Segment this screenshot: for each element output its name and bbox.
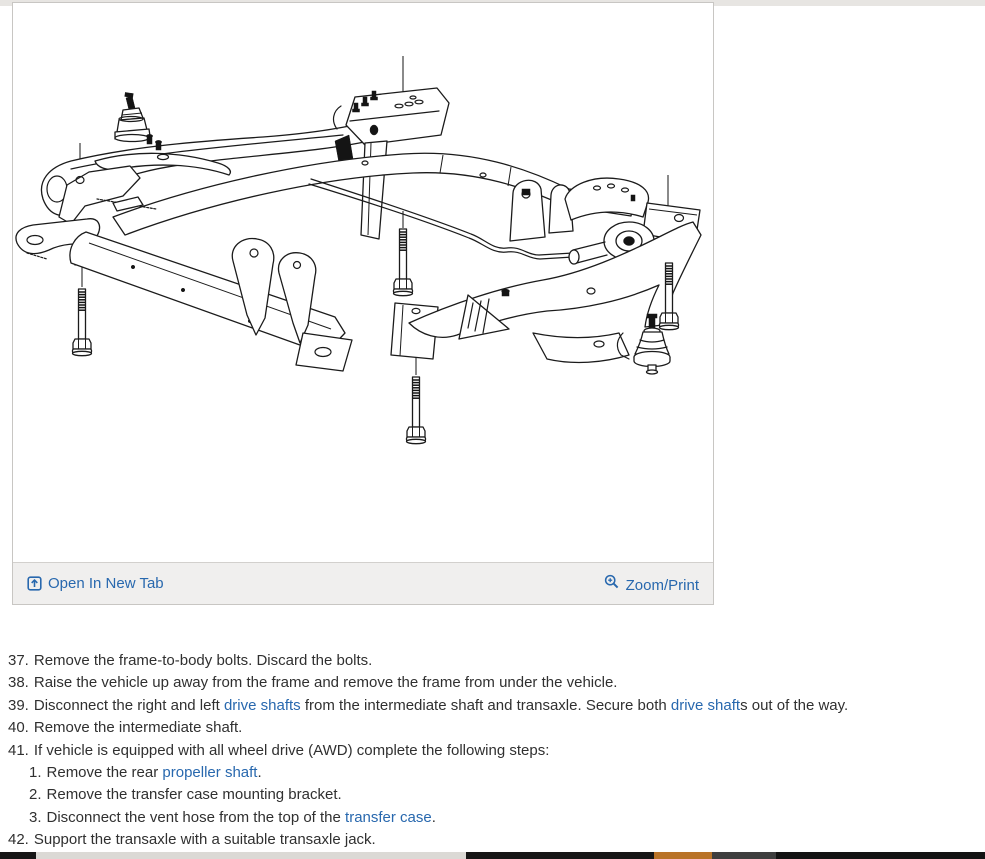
diagram-viewport <box>13 3 713 562</box>
step-text: If vehicle is equipped with all wheel drive (AWD) complete the following steps: <box>33 741 550 759</box>
step-text: Remove the frame-to-body bolts. Discard the bolts. <box>33 652 373 669</box>
open-in-new-tab-icon <box>27 576 42 591</box>
substep-number: 2. <box>29 786 42 804</box>
step-text: Raise the vehicle up away from the frame and remove the frame from under the vehicle. <box>33 674 618 692</box>
substep-number: 1. <box>29 764 42 782</box>
bottom-bar-segment <box>466 852 654 859</box>
step-item <box>8 717 978 739</box>
zoom-print-link[interactable] <box>604 574 699 594</box>
step-text: . <box>257 764 262 782</box>
lower-control-arm <box>409 222 701 337</box>
step-number: 42. <box>8 831 29 849</box>
inline-link[interactable]: drive shafts <box>223 696 301 714</box>
bottom-bar-segment <box>712 852 776 859</box>
substep-number: 3. <box>29 808 42 826</box>
step-text: Disconnect the vent hose from the top of the <box>46 808 346 826</box>
bottom-edge-bar <box>0 852 985 859</box>
substep-item <box>29 762 978 784</box>
step-item <box>8 672 978 694</box>
engine-mount-pad <box>565 178 649 220</box>
zoom-print-icon <box>604 574 620 591</box>
substep-item <box>29 784 978 806</box>
step-item <box>8 740 978 762</box>
step-text: Remove the intermediate shaft. <box>33 719 243 737</box>
step-text: from the intermediate shaft and transaxle. Secure both <box>300 696 671 714</box>
open-in-new-tab-link[interactable] <box>27 575 164 592</box>
bolt-left <box>73 289 92 356</box>
ball-joint-upper-left <box>115 92 162 150</box>
step-number: 37. <box>8 652 29 669</box>
instruction-steps <box>8 650 978 852</box>
inline-link[interactable]: propeller shaft <box>162 764 258 782</box>
step-item <box>8 695 978 717</box>
bolt-center-lower <box>407 377 426 444</box>
step-text: Remove the rear <box>46 764 163 782</box>
inline-link[interactable]: drive shaft <box>670 696 741 714</box>
substep-item <box>29 807 978 829</box>
bottom-bar-segment <box>654 852 712 859</box>
step-text: Support the transaxle with a suitable transaxle jack. <box>33 831 376 849</box>
bottom-bar-segment <box>0 852 36 859</box>
repair-illustration-panel <box>12 2 714 605</box>
bottom-bar-segment <box>36 852 466 859</box>
step-number: 41. <box>8 741 29 759</box>
step-text: s out of the way. <box>740 696 849 714</box>
bolt-center-upper <box>394 229 413 296</box>
step-number: 38. <box>8 674 29 692</box>
zoom-print-label: Zoom/Print <box>625 576 699 594</box>
step-item <box>8 829 978 851</box>
step-text: Remove the transfer case mounting bracket. <box>46 786 342 804</box>
step-number: 40. <box>8 719 29 737</box>
step-text: Disconnect the right and left <box>33 696 224 714</box>
bottom-bar-segment <box>776 852 985 859</box>
top-mount-bracket <box>346 88 449 145</box>
step-item <box>8 650 978 672</box>
image-toolbar <box>13 562 713 604</box>
subframe-diagram <box>13 3 713 561</box>
open-in-new-tab-label: Open In New Tab <box>48 575 164 592</box>
step-text: . <box>431 808 436 826</box>
step-number: 39. <box>8 696 29 714</box>
inline-link[interactable]: transfer case <box>345 808 432 826</box>
